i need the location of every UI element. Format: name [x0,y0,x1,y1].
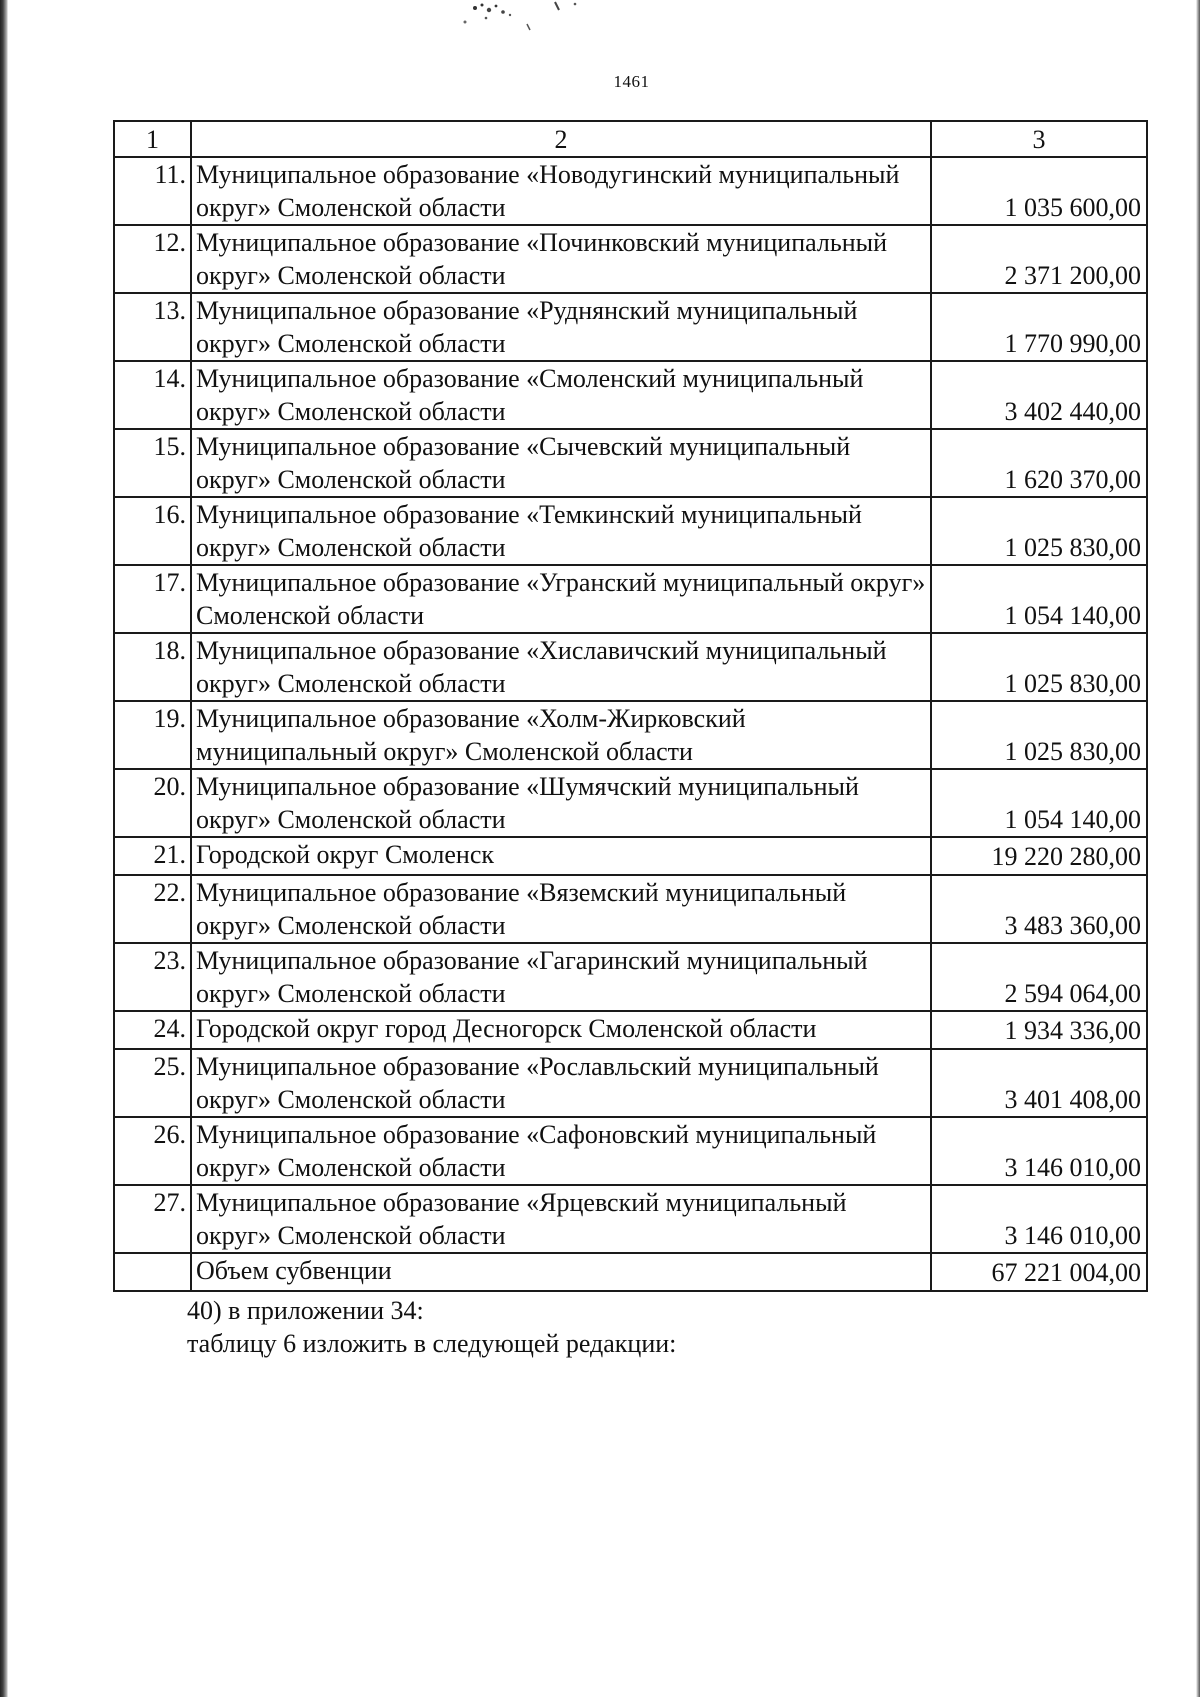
subvention-amount: 3 146 010,00 [931,1185,1147,1253]
row-number: 27. [114,1185,191,1253]
municipality-name: Муниципальное образование «Гагаринский муниципальный округ» Смоленской области [191,943,931,1011]
row-number: 23. [114,943,191,1011]
subvention-amount: 3 401 408,00 [931,1049,1147,1117]
total-number [114,1253,191,1291]
subvention-amount: 19 220 280,00 [931,837,1147,875]
note-amendment-item: 40) в приложении 34: [187,1296,424,1325]
row-number: 18. [114,633,191,701]
subvention-amount: 1 025 830,00 [931,701,1147,769]
municipality-name: Муниципальное образование «Угранский муниципальный округ» Смоленской области [191,565,931,633]
table-row [114,225,1147,293]
municipality-name: Муниципальное образование «Сычевский муниципальный округ» Смоленской области [191,429,931,497]
municipality-name: Муниципальное образование «Темкинский муниципальный округ» Смоленской области [191,497,931,565]
municipality-name: Муниципальное образование «Холм-Жирковский муниципальный округ» Смоленской области [191,701,931,769]
table-row [114,1185,1147,1253]
total-label: Объем субвенции [191,1253,931,1291]
table-total-row [114,1253,1147,1291]
row-number: 11. [114,157,191,225]
municipality-name: Муниципальное образование «Сафоновский муниципальный округ» Смоленской области [191,1117,931,1185]
municipality-name: Муниципальное образование «Новодугинский муниципальный округ» Смоленской области [191,157,931,225]
table-row [114,157,1147,225]
table-row [114,565,1147,633]
column-header-name: 2 [191,121,931,157]
municipality-name: Муниципальное образование «Шумячский муниципальный округ» Смоленской области [191,769,931,837]
table-row [114,429,1147,497]
scan-right-edge [1196,0,1200,1697]
table-row [114,943,1147,1011]
subvention-table [113,120,1148,1292]
table-row [114,1117,1147,1185]
subvention-amount: 3 146 010,00 [931,1117,1147,1185]
note-amendment-instruction: таблицу 6 изложить в следующей редакции: [187,1329,677,1358]
row-number: 19. [114,701,191,769]
subvention-amount: 1 054 140,00 [931,769,1147,837]
row-number: 25. [114,1049,191,1117]
table-row [114,837,1147,875]
subvention-amount: 1 770 990,00 [931,293,1147,361]
column-header-amount: 3 [931,121,1147,157]
table-row [114,293,1147,361]
table-row [114,1049,1147,1117]
row-number: 22. [114,875,191,943]
municipality-name: Муниципальное образование «Руднянский муниципальный округ» Смоленской области [191,293,931,361]
row-number: 16. [114,497,191,565]
row-number: 17. [114,565,191,633]
total-amount: 67 221 004,00 [931,1253,1147,1291]
municipality-name: Городской округ город Десногорск Смоленской области [191,1011,931,1049]
row-number: 14. [114,361,191,429]
municipality-name: Муниципальное образование «Рославльский муниципальный округ» Смоленской области [191,1049,931,1117]
table-row [114,1011,1147,1049]
table-row [114,769,1147,837]
subvention-amount: 1 025 830,00 [931,633,1147,701]
subvention-amount: 1 054 140,00 [931,565,1147,633]
table-header-row [114,121,1147,157]
table-row [114,875,1147,943]
subvention-amount: 1 934 336,00 [931,1011,1147,1049]
row-number: 20. [114,769,191,837]
municipality-name: Муниципальное образование «Смоленский муниципальный округ» Смоленской области [191,361,931,429]
row-number: 15. [114,429,191,497]
municipality-name: Муниципальное образование «Ярцевский муниципальный округ» Смоленской области [191,1185,931,1253]
page-number: 1461 [613,72,650,91]
subvention-amount: 2 371 200,00 [931,225,1147,293]
row-number: 12. [114,225,191,293]
row-number: 13. [114,293,191,361]
column-header-number: 1 [114,121,191,157]
subvention-amount: 3 483 360,00 [931,875,1147,943]
subvention-amount: 1 620 370,00 [931,429,1147,497]
table-row [114,633,1147,701]
table-row [114,701,1147,769]
subvention-amount: 2 594 064,00 [931,943,1147,1011]
row-number: 26. [114,1117,191,1185]
municipality-name: Муниципальное образование «Починковский муниципальный округ» Смоленской области [191,225,931,293]
municipality-name: Муниципальное образование «Вяземский муниципальный округ» Смоленской области [191,875,931,943]
table-row [114,361,1147,429]
row-number: 21. [114,837,191,875]
municipality-name: Городской округ Смоленск [191,837,931,875]
subvention-amount: 3 402 440,00 [931,361,1147,429]
row-number: 24. [114,1011,191,1049]
scan-left-edge [0,0,8,1697]
subvention-amount: 1 035 600,00 [931,157,1147,225]
table-row [114,497,1147,565]
scan-artifact-marks [455,0,635,36]
subvention-amount: 1 025 830,00 [931,497,1147,565]
municipality-name: Муниципальное образование «Хиславичский муниципальный округ» Смоленской области [191,633,931,701]
